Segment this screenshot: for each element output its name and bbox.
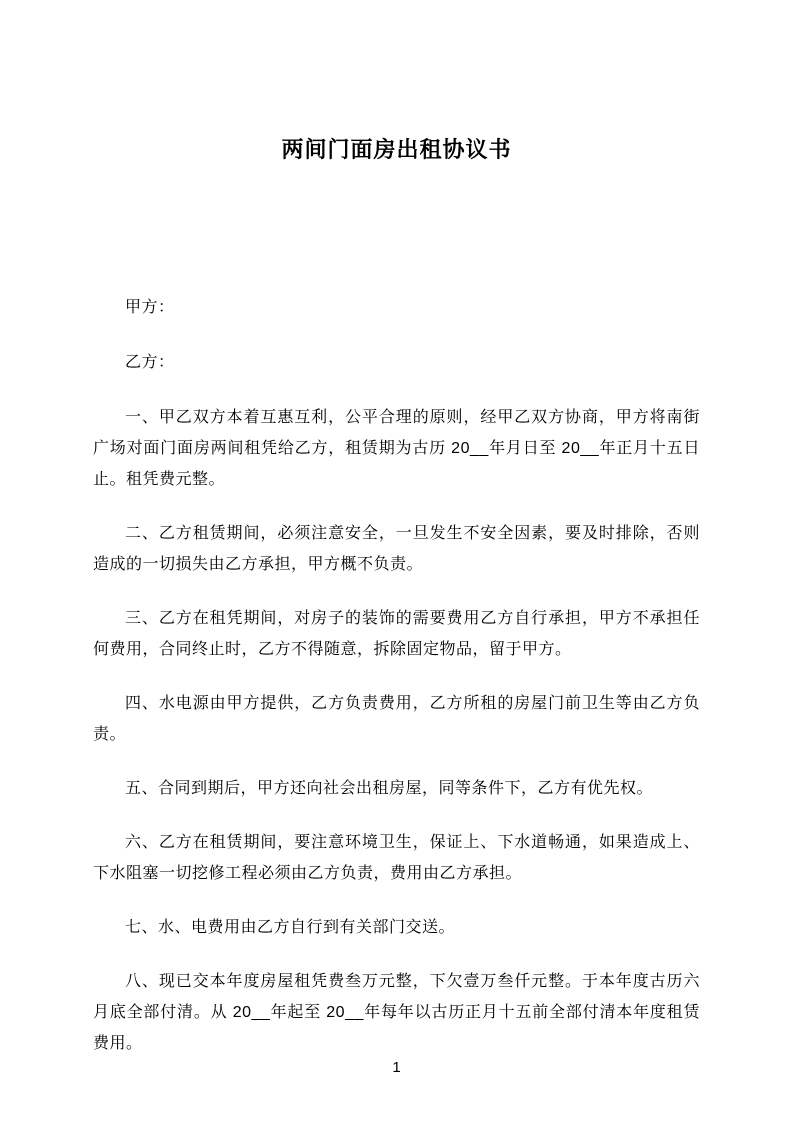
clause-2: 二、乙方租赁期间，必须注意安全，一旦发生不安全因素，要及时排除，否则造成的一切损失由乙方承担，甲方概不负责。	[93, 525, 700, 573]
document-title: 两间门面房出租协议书	[281, 137, 512, 162]
clause-4: 四、水电源由甲方提供，乙方负责费用，乙方所租的房屋门前卫生等由乙方负责。	[93, 695, 700, 743]
clause-5: 五、合同到期后，甲方还向社会出租房屋，同等条件下，乙方有优先权。	[125, 780, 654, 797]
clause-8: 八、现已交本年度房屋租凭费叁万元整，下欠壹万叁仟元整。于本年度古历六月底全部付清。从 20__年起至 20__年每年以古历正月十五前全部付清本年度租赁费用。	[93, 973, 700, 1052]
clause-3: 三、乙方在租凭期间，对房子的装饰的需要费用乙方自行承担，甲方不承担任何费用，合同终止时，乙方不得随意，拆除固定物品，留于甲方。	[93, 610, 700, 658]
clause-6: 六、乙方在租赁期间，要注意环境卫生，保证上、下水道畅通，如果造成上、下水阻塞一切挖修工程必须由乙方负责，费用由乙方承担。	[93, 834, 700, 882]
party-b-line: 乙方：	[125, 354, 175, 371]
party-a-line: 甲方：	[125, 299, 175, 316]
page-number: 1	[392, 1059, 401, 1076]
clause-7: 七、水、电费用由乙方自行到有关部门交送。	[125, 919, 456, 936]
clause-1: 一、甲乙双方本着互惠互利，公平合理的原则，经甲乙双方协商，甲方将南街广场对面门面房两间租凭给乙方，租赁期为古历 20__年月日至 20__年正月十五日止。租凭费元整。	[93, 409, 700, 488]
